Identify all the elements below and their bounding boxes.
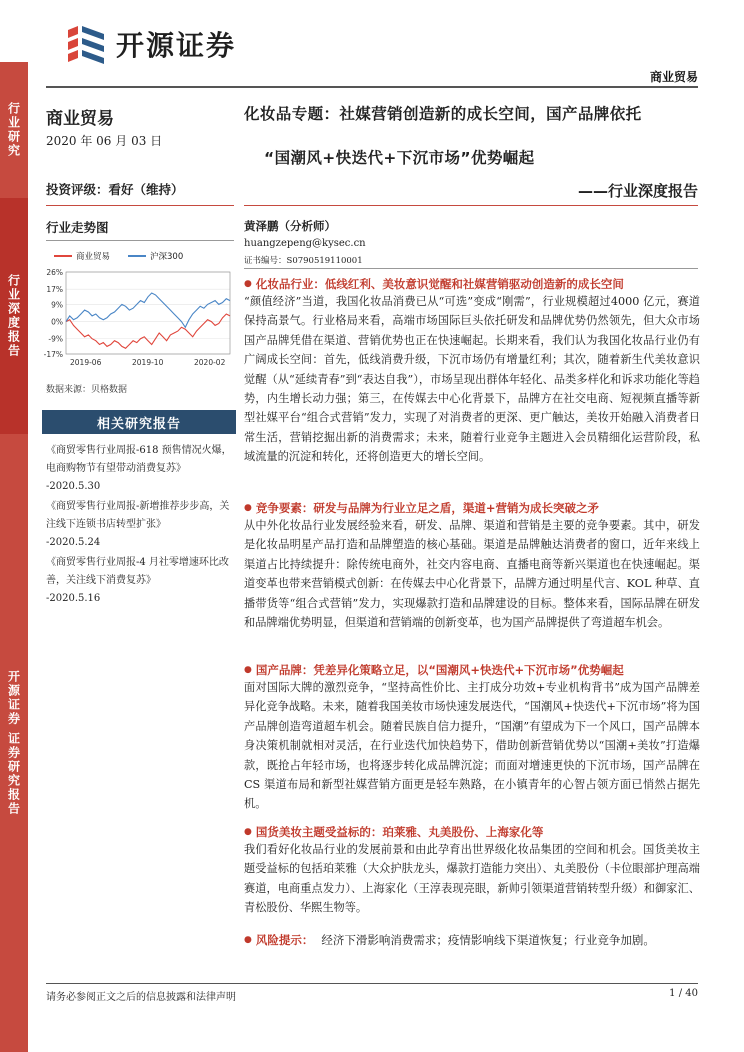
related-report-item[interactable]: 《商贸零售行业周报-新增推荐步步高，关注线下连锁书店转型扩张》 -2020.5.24 [46, 501, 230, 548]
investment-rating: 投资评级：看好（维持） [46, 182, 184, 197]
trend-chart-title: 行业走势图 [46, 220, 109, 235]
risk-warning [244, 932, 700, 948]
y-tick-label: 17% [46, 285, 63, 295]
title-divider [244, 205, 698, 206]
risk-label: 风险提示： [255, 933, 314, 947]
analyst-divider [244, 268, 698, 269]
section-heading: 国货美妆主题受益标的：珀莱雅、丸美股份、上海家化等 [255, 825, 544, 839]
y-tick-label: -9% [48, 334, 63, 344]
footer-divider [46, 983, 698, 984]
chart-plot [40, 248, 236, 374]
analyst-email[interactable]: huangzepeng@kysec.cn [244, 238, 366, 249]
trend-chart [40, 248, 236, 374]
side-stripe-report-type: 行业深度报告 [0, 198, 28, 434]
related-reports-list [46, 442, 238, 610]
plot-frame [66, 272, 230, 354]
x-tick-label: 2019-06 [70, 358, 102, 367]
trend-divider [46, 240, 234, 241]
report-type: ——行业深度报告 [577, 182, 698, 200]
summary-section-competition [244, 500, 700, 632]
header-divider [46, 86, 698, 88]
bullet-icon: ● [244, 279, 252, 289]
section-body: 面对国际大牌的激烈竞争，“坚持高性价比、主打成分功效+专业机构背书”成为国产品牌差异化竞争战略。未来，随着我国美妆市场快速发展迭代，“国潮风+快迭代+下沉市场”将为国产品牌创造弯道超车机会。随着民族自信力提升，“国潮”有望成为下一个风口，国产品牌本身决策机制就相对灵活，在行业迭代加快趋势下，借助创新营销优势以“国潮+美妆”打造爆款，既抢占年轻市场，也将逐步转化成品牌沉淀；而面对增速更快的下沉市场，国产品牌在 CS 渠道布局和新型社媒营销方面更是轻车熟路，在小镇青年的心智占领方面已悄然占据先机。 [244, 681, 700, 811]
x-tick-label: 2019-10 [132, 358, 164, 367]
section-body: 我们看好化妆品行业的发展前景和由此孕育出世界级化妆品集团的空间和机会。国货美妆主题受益标的包括珀莱雅（大众护肤龙头，爆款打造能力突出）、丸美股份（卡位眼部护理高端赛道，电商重点发力）、上海家化（王淳表现亮眼，新帅引领渠道营销转型升级）和御家汇、青松股份、华熙生物等。 [244, 843, 700, 915]
y-tick-label: 0% [51, 317, 63, 327]
x-tick-label: 2020-02 [194, 358, 226, 367]
brand-name: 开源证券 [116, 29, 237, 62]
y-tick-label: -17% [43, 350, 63, 359]
summary-section-domestic-brands [244, 662, 700, 814]
related-reports-header: 相关研究报告 [42, 410, 236, 434]
section-body: “颜值经济”当道，我国化妆品消费已从“可选”变成“刚需”，行业规模超过4000 亿元，赛道保持高景气。行业格局来看，高端市场国际巨头依托研发和品牌优势仍然领先，但大众市场国产品牌凭借在渠道、营销优势也正在快速崛起。长期来看，我们认为我国化妆品行业仍有广阔成长空间：首先，低线消费升级，下沉市场仍有增量红利；其次，随着新生代美妆意识觉醒（从“延续青春”到“表达自我”），市场呈现出群体年轻化、品类多样化和诉求功能化等趋势，内生增长动力强；第三，在传媒去中心化背景下，品牌方在社交电商、短视频直播等新型社媒平台“组合式营销”发力，实现了对消费者的更深、更广触达，美妆开始融入消费者日常生活，营销挖掘出新的消费需求；未来，随着行业竞争主题进入会员精细化运营阶段，私域流量的沉淀和转化，还将创造更大的增长空间。 [244, 295, 700, 464]
bullet-icon: ● [244, 935, 252, 945]
side-stripe-brand: 开源证券 证券研究报告 [0, 434, 28, 1052]
logo-mark-icon [64, 24, 110, 64]
y-tick-label: 26% [46, 268, 63, 277]
report-title-line2: “国潮风+快迭代+下沉市场”优势崛起 [264, 149, 535, 167]
section-heading: 化妆品行业：低线红利、美妆意识觉醒和社媒营销驱动创造新的成长空间 [255, 277, 624, 291]
section-heading: 国产品牌：凭差异化策略立足，以“国潮风+快迭代+下沉市场”优势崛起 [255, 663, 624, 677]
related-report-item[interactable]: 《商贸零售行业周报-618 预售情况火爆，电商购物节有望带动消费复苏》 -2020.5.30 [46, 445, 232, 492]
legend-item-sector: 商业贸易 [54, 250, 110, 262]
section-body: 从中外化妆品行业发展经验来看，研发、品牌、渠道和营销是主要的竞争要素。其中，研发是化妆品明星产品打造和品牌塑造的核心基础。渠道是品牌触达消费者的窗口，近年来线上渠道占比持续提升：除传统电商外，社交内容电商、直播电商等新兴渠道也在快速崛起。渠道变革也带来营销模式创新：在传媒去中心化背景下，品牌方通过明星代言、KOL 种草、直播带货等“组合式营销”发力，实现爆款打造和品牌建设的目标。整体来看，国际品牌在研发和品牌端优势明显，但渠道和营销端的创新变革，也为国产品牌提供了弯道超车机会。 [244, 519, 700, 630]
section-heading: 竞争要素：研发与品牌为行业立足之盾，渠道+营销为成长突破之矛 [255, 501, 599, 515]
bullet-icon: ● [244, 827, 252, 837]
related-report-item[interactable]: 《商贸零售行业周报-4 月社零增速环比改善，关注线下消费复苏》 -2020.5.16 [46, 557, 229, 604]
analyst-cert: 证书编号：S0790519110001 [244, 256, 363, 266]
chart-legend [54, 250, 183, 262]
y-tick-label: 9% [51, 300, 63, 310]
summary-section-beneficiaries [244, 824, 700, 918]
sector-name: 商业贸易 [46, 109, 114, 129]
brand-logo [64, 22, 236, 66]
chart-source: 数据来源：贝格数据 [46, 385, 128, 395]
footer-disclaimer[interactable]: 请务必参阅正文之后的信息披露和法律声明 [46, 992, 236, 1003]
rating-divider [46, 205, 234, 206]
page-number: 1 / 40 [669, 988, 698, 999]
report-date: 2020 年 06 月 03 日 [46, 134, 163, 148]
bullet-icon: ● [244, 665, 252, 675]
side-stripe-research: 行业研究 [0, 62, 28, 198]
bullet-icon: ● [244, 503, 252, 513]
legend-item-hs300: 沪深300 [128, 250, 183, 262]
series-line-0 [66, 314, 230, 348]
analyst-name: 黄泽鹏（分析师） [244, 219, 336, 233]
risk-text: 经济下滑影响消费需求；疫情影响线下渠道恢复；行业竞争加剧。 [321, 933, 655, 947]
header-sector-label: 商业贸易 [649, 70, 698, 84]
report-title-line1: 化妆品专题：社媒营销创造新的成长空间，国产品牌依托 [244, 105, 642, 123]
summary-section-industry [244, 276, 700, 467]
